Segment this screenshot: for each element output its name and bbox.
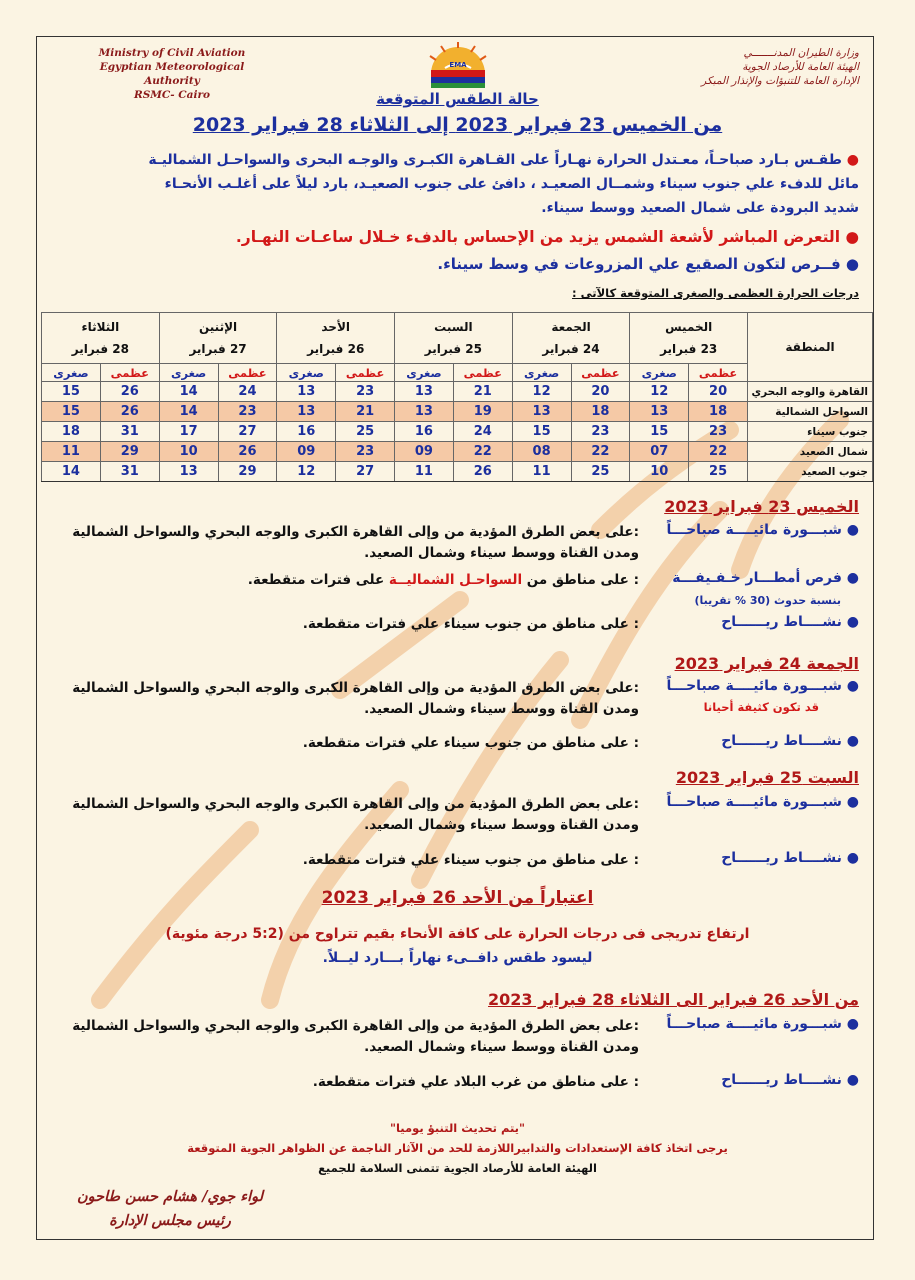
bullet-icon: ● xyxy=(841,1072,859,1088)
min-temp-cell: 08 xyxy=(512,442,571,462)
signatory-name: لواء جوي/ هشام حسن طاحون xyxy=(76,1188,264,1205)
min-temp-cell: 15 xyxy=(630,422,689,442)
wind-label: ● نشــــاط ريــــــاح xyxy=(721,1072,859,1088)
min-temp-cell: 16 xyxy=(395,422,454,442)
min-temp-cell: 14 xyxy=(159,402,218,422)
region-name: شمال الصعيد xyxy=(748,442,873,462)
ema-logo-icon xyxy=(425,40,491,90)
forecast-period: من الخميس 23 فبراير 2023 إلى الثلاثاء 28 فبراير 2023 xyxy=(192,114,723,136)
sun-tue-title: من الأحد 26 فبراير الى الثلاثاء 28 فبراير 2023 xyxy=(488,990,859,1009)
fog-density-note: قد تكون كثيفة أحيانا xyxy=(703,700,819,714)
min-temp-cell: 13 xyxy=(395,402,454,422)
min-temp-cell: 17 xyxy=(159,422,218,442)
max-label: عظمى xyxy=(453,364,512,382)
min-label: صغرى xyxy=(277,364,336,382)
wind-description: : على مناطق من غرب البلاد علي فترات متقطعة. xyxy=(312,1074,639,1090)
rain-label: ● فرص أمطـــار خـفـيفـــة xyxy=(672,570,859,586)
phenomenon-fog xyxy=(40,522,859,566)
phenomenon-wind xyxy=(40,614,859,638)
bullet-icon: ● xyxy=(841,794,859,810)
min-temp-cell: 18 xyxy=(42,422,101,442)
max-temp-cell: 26 xyxy=(453,462,512,482)
bullet-icon: ● xyxy=(841,522,859,538)
max-label: عظمى xyxy=(336,364,395,382)
region-name: السواحل الشمالية xyxy=(748,402,873,422)
fog-label: ● شبـــورة مائيــــة صباحـــاً xyxy=(666,678,859,694)
table-row xyxy=(42,462,873,482)
max-label: عظمى xyxy=(100,364,159,382)
fog-description: :على بعض الطرق المؤدية من وإلى القاهرة الكبرى والوجه البحري والسواحل الشمالية ومدن القناة ووسط سيناء وشمال الصعيد. xyxy=(72,796,639,833)
table-row xyxy=(42,382,873,402)
rain-description: : على مناطق من السواحـل الشماليــة على فترات متقطعة. xyxy=(247,572,639,588)
rain-probability: بنسبة حدوث (30 % تقريبا) xyxy=(694,594,841,607)
region-name: القاهرة والوجه البحري xyxy=(748,382,873,402)
max-temp-cell: 27 xyxy=(336,462,395,482)
max-temp-cell: 23 xyxy=(689,422,748,442)
max-temp-cell: 21 xyxy=(453,382,512,402)
table-caption: درجات الحرارة العظمى والصغرى المتوقعة كالآتى : xyxy=(572,286,859,300)
fog-label: ● شبـــورة مائيــــة صباحـــاً xyxy=(666,1016,859,1032)
authority-name-ar: الهيئة العامة للأرصاد الجوية xyxy=(742,61,859,73)
advice-note: يرجى اتخاذ كافة الإستعدادات والتدابيراللازمة للحد من الآثار الناجمة عن الظواهر الجوية المتوقعة xyxy=(187,1141,728,1155)
table-row xyxy=(42,402,873,422)
bullet-icon: ● xyxy=(840,255,859,273)
page-title: حالة الطقس المتوقعة xyxy=(376,90,539,108)
bullet-icon: ● xyxy=(841,1016,859,1032)
min-label: صغرى xyxy=(630,364,689,382)
wind-label: ● نشــــاط ريــــــاح xyxy=(721,850,859,866)
min-temp-cell: 15 xyxy=(42,402,101,422)
max-temp-cell: 26 xyxy=(100,402,159,422)
bullet-icon: ● xyxy=(841,152,859,168)
phenomenon-wind xyxy=(40,850,859,874)
min-temp-cell: 13 xyxy=(277,402,336,422)
max-temp-cell: 18 xyxy=(689,402,748,422)
summary-bullet-1 xyxy=(59,148,859,220)
logo-text: EMA xyxy=(449,61,467,69)
summary-line: شديد البرودة على شمال الصعيد ووسط سيناء. xyxy=(541,200,859,216)
max-temp-cell: 25 xyxy=(689,462,748,482)
saturday-title: السبت 25 فبراير 2023 xyxy=(675,768,859,787)
min-temp-cell: 07 xyxy=(630,442,689,462)
max-temp-cell: 20 xyxy=(571,382,630,402)
from-sunday-title: اعتباراً من الأحد 26 فبراير 2023 xyxy=(321,888,594,908)
max-temp-cell: 22 xyxy=(689,442,748,462)
min-temp-cell: 13 xyxy=(512,402,571,422)
day-header: الأحد 26 فبراير xyxy=(277,313,395,364)
min-temp-cell: 15 xyxy=(512,422,571,442)
department-name-ar: الإدارة العامة للتنبؤات والإنذار المبكر xyxy=(701,75,859,87)
table-row xyxy=(42,442,873,462)
summary-bullet-2 xyxy=(59,225,859,249)
summary-line: فــرص لتكون الصقيع علي المزروعات في وسط سيناء. xyxy=(437,255,841,273)
min-temp-cell: 14 xyxy=(159,382,218,402)
min-label: صغرى xyxy=(159,364,218,382)
min-temp-cell: 14 xyxy=(42,462,101,482)
min-label: صغرى xyxy=(42,364,101,382)
bullet-icon: ● xyxy=(841,570,859,586)
min-temp-cell: 13 xyxy=(395,382,454,402)
bullet-icon: ● xyxy=(841,678,859,694)
day-header: السبت 25 فبراير xyxy=(395,313,513,364)
friday-title: الجمعة 24 فبراير 2023 xyxy=(674,654,859,673)
summary-line: مائل للدفء علي جنوب سيناء وشمــال الصعيـد ، دافئ على جنوب الصعيـد، بارد ليلاً على أغلـب الأنحـاء xyxy=(164,176,859,192)
min-temp-cell: 16 xyxy=(277,422,336,442)
wind-description: : على مناطق من جنوب سيناء علي فترات متقطعة. xyxy=(302,735,639,751)
fog-description: :على بعض الطرق المؤدية من وإلى القاهرة الكبرى والوجه البحري والسواحل الشمالية ومدن القناة ووسط سيناء وشمال الصعيد. xyxy=(72,524,639,561)
bullet-icon: ● xyxy=(840,228,859,246)
region-header: المنطقة xyxy=(748,313,873,382)
wind-description: : على مناطق من جنوب سيناء علي فترات متقطعة. xyxy=(302,852,639,868)
fog-description: :على بعض الطرق المؤدية من وإلى القاهرة الكبرى والوجه البحري والسواحل الشمالية ومدن القناة ووسط سيناء وشمال الصعيد. xyxy=(72,680,639,717)
max-temp-cell: 18 xyxy=(571,402,630,422)
phenomenon-fog xyxy=(40,794,859,838)
bullet-icon: ● xyxy=(841,614,859,630)
wind-label: ● نشــــاط ريــــــاح xyxy=(721,733,859,749)
max-temp-cell: 25 xyxy=(571,462,630,482)
signatory-title: رئيس مجلس الإدارة xyxy=(109,1212,231,1229)
fog-label: ● شبـــورة مائيــــة صباحـــاً xyxy=(666,522,859,538)
min-temp-cell: 13 xyxy=(277,382,336,402)
region-name: جنوب الصعيد xyxy=(748,462,873,482)
wind-label: ● نشــــاط ريــــــاح xyxy=(721,614,859,630)
authority-name-en: Egyptian Meteorological Authority xyxy=(99,61,245,87)
max-temp-cell: 23 xyxy=(218,402,277,422)
max-temp-cell: 26 xyxy=(218,442,277,462)
min-temp-cell: 13 xyxy=(630,402,689,422)
safety-wish: الهيئة العامة للأرصاد الجوية تتمنى السلامة للجميع xyxy=(318,1161,597,1175)
rsmc-name-en: RSMC- Cairo xyxy=(134,89,210,101)
ministry-name-en: Ministry of Civil Aviation xyxy=(98,47,246,59)
fog-label: ● شبـــورة مائيــــة صباحـــاً xyxy=(666,794,859,810)
max-temp-cell: 23 xyxy=(571,422,630,442)
header-arabic xyxy=(619,46,859,88)
table-row xyxy=(42,422,873,442)
fog-description: :على بعض الطرق المؤدية من وإلى القاهرة الكبرى والوجه البحري والسواحل الشمالية ومدن القناة ووسط سيناء وشمال الصعيد. xyxy=(72,1018,639,1055)
max-temp-cell: 24 xyxy=(453,422,512,442)
phenomenon-fog xyxy=(40,678,859,722)
max-label: عظمى xyxy=(689,364,748,382)
min-temp-cell: 11 xyxy=(395,462,454,482)
region-name: جنوب سيناء xyxy=(748,422,873,442)
temperature-rise-line: ارتفاع تدريجى فى درجات الحرارة على كافة الأنحاء بقيم تتراوح من (5:2 درجة مئوية) xyxy=(165,926,750,942)
min-temp-cell: 15 xyxy=(42,382,101,402)
max-label: عظمى xyxy=(218,364,277,382)
update-note: "يتم تحديث التنبؤ يوميا" xyxy=(390,1121,525,1135)
max-label: عظمى xyxy=(571,364,630,382)
max-temp-cell: 22 xyxy=(453,442,512,462)
bullet-icon: ● xyxy=(841,850,859,866)
phenomenon-rain xyxy=(40,570,859,614)
max-temp-cell: 29 xyxy=(218,462,277,482)
min-temp-cell: 12 xyxy=(277,462,336,482)
summary-line: طقـس بـارد صباحـاً، معـتدل الحرارة نهـاراً على القـاهرة الكبـرى والوجـه البحرى والسواحـل الشماليـة xyxy=(148,152,842,168)
min-temp-cell: 13 xyxy=(159,462,218,482)
max-temp-cell: 31 xyxy=(100,462,159,482)
max-temp-cell: 29 xyxy=(100,442,159,462)
summary-bullet-3 xyxy=(59,252,859,276)
phenomenon-fog xyxy=(40,1016,859,1060)
max-temp-cell: 20 xyxy=(689,382,748,402)
max-temp-cell: 27 xyxy=(218,422,277,442)
ministry-name-ar: وزارة الطيران المدنـــــــي xyxy=(743,47,859,59)
section-divider xyxy=(41,481,873,482)
day-header: الخميس 23 فبراير xyxy=(630,313,748,364)
max-temp-cell: 22 xyxy=(571,442,630,462)
max-temp-cell: 24 xyxy=(218,382,277,402)
thursday-title: الخميس 23 فبراير 2023 xyxy=(664,497,859,516)
temperature-table xyxy=(41,312,873,482)
min-temp-cell: 10 xyxy=(159,442,218,462)
min-temp-cell: 12 xyxy=(512,382,571,402)
min-temp-cell: 09 xyxy=(277,442,336,462)
min-temp-cell: 12 xyxy=(630,382,689,402)
max-temp-cell: 23 xyxy=(336,382,395,402)
phenomenon-wind xyxy=(40,733,859,757)
max-temp-cell: 21 xyxy=(336,402,395,422)
max-temp-cell: 23 xyxy=(336,442,395,462)
min-temp-cell: 11 xyxy=(512,462,571,482)
wind-description: : على مناطق من جنوب سيناء علي فترات متقطعة. xyxy=(302,616,639,632)
bullet-icon: ● xyxy=(841,733,859,749)
day-header: الجمعة 24 فبراير xyxy=(512,313,630,364)
max-temp-cell: 26 xyxy=(100,382,159,402)
phenomenon-wind xyxy=(40,1072,859,1096)
min-temp-cell: 09 xyxy=(395,442,454,462)
max-temp-cell: 25 xyxy=(336,422,395,442)
min-temp-cell: 10 xyxy=(630,462,689,482)
min-label: صغرى xyxy=(395,364,454,382)
summary-line: التعرض المباشر لأشعة الشمس يزيد من الإحساس بالدفء خـلال ساعـات النهـار. xyxy=(235,228,841,246)
min-temp-cell: 11 xyxy=(42,442,101,462)
day-header: الثلاثاء 28 فبراير xyxy=(42,313,160,364)
day-header: الإثنين 27 فبراير xyxy=(159,313,277,364)
warm-weather-line: ليسود طقس دافــىء نهاراً بـــارد ليــلاً. xyxy=(322,950,593,966)
min-label: صغرى xyxy=(512,364,571,382)
max-temp-cell: 19 xyxy=(453,402,512,422)
max-temp-cell: 31 xyxy=(100,422,159,442)
